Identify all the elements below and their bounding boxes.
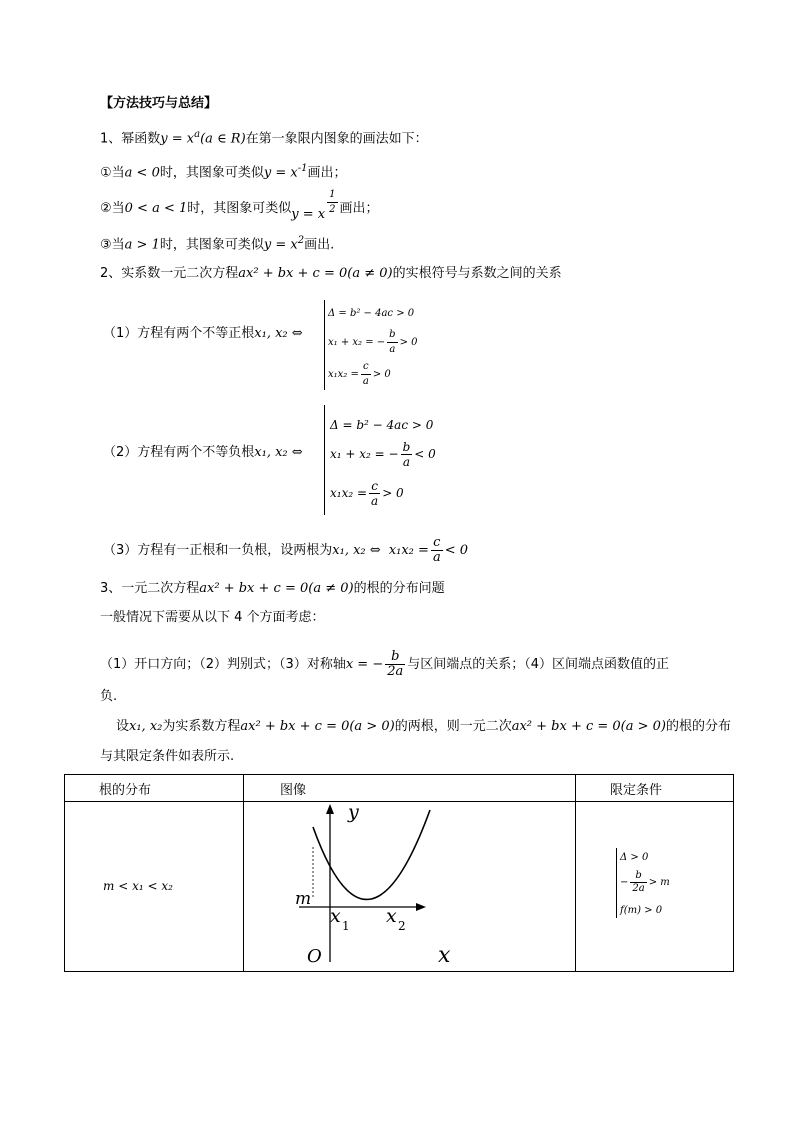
p2-s2-b: < 0 bbox=[414, 447, 436, 461]
p1-s2-num: b bbox=[387, 328, 397, 343]
axis-num: b bbox=[385, 650, 405, 665]
cond2-num: b bbox=[630, 870, 646, 883]
p1-s3-num: c bbox=[361, 360, 371, 375]
p2-s3 bbox=[330, 479, 404, 508]
p2-label: （2）方程有两个不等负根 bbox=[103, 445, 255, 460]
case1-formula: y = x bbox=[263, 165, 298, 181]
case2-exp bbox=[327, 188, 337, 217]
header-distribution: 根的分布 bbox=[65, 775, 244, 802]
item1-intro bbox=[100, 126, 428, 148]
item1-exp: a bbox=[194, 129, 201, 140]
case2-exp-num: 1 bbox=[327, 188, 337, 203]
case3-c: 画出. bbox=[304, 237, 335, 253]
p3-label: （3）方程有一正根和一负根，设两根为 bbox=[103, 543, 333, 558]
item2-title-eq: ax² + bx + c = 0(a ≠ 0) bbox=[238, 266, 393, 281]
p1-s1: Δ = b² − 4ac > 0 bbox=[328, 308, 415, 319]
item3-aspects bbox=[100, 650, 669, 679]
p1-vars: x₁, x₂ ⇔ bbox=[254, 326, 303, 341]
x-label: x bbox=[438, 943, 451, 967]
p1-s3 bbox=[328, 360, 391, 389]
item3-title bbox=[100, 580, 445, 598]
x1-sub-label: 1 bbox=[342, 919, 350, 933]
p3-vars: x₁, x₂ ⇔ bbox=[332, 543, 381, 558]
p3-num: c bbox=[431, 536, 443, 551]
p2-s2-a: x₁ + x₂ = − bbox=[330, 447, 399, 461]
item3-title-b: 的根的分布问题 bbox=[353, 581, 445, 596]
p1-label: （1）方程有两个不等正根 bbox=[103, 326, 255, 341]
p2-s2-num: b bbox=[402, 440, 411, 454]
cond2-a: − bbox=[620, 877, 629, 888]
aspects-a: （1）开口方向；（2）判别式；（3）对称轴 bbox=[100, 657, 346, 672]
p1-s3-b: > 0 bbox=[372, 369, 391, 380]
p2-s3-b: > 0 bbox=[382, 486, 404, 500]
axis-a: x = − bbox=[345, 657, 384, 672]
x2-sub-label: 2 bbox=[398, 919, 406, 933]
cond2-den: 2a bbox=[632, 883, 645, 894]
p1-s2-b: > 0 bbox=[399, 337, 418, 348]
case3-formula: y = x bbox=[263, 237, 298, 253]
case1-b: 时，其图象可类似 bbox=[159, 165, 264, 181]
item3-aspects-c: 负. bbox=[100, 689, 118, 704]
item3-general: 一般情况下需要从以下 4 个方面考虑： bbox=[100, 610, 325, 625]
aspects-b: 与区间端点的关系；（4）区间端点函数值的正 bbox=[407, 657, 670, 672]
para-eq1: ax² + bx + c = 0(a > 0) bbox=[240, 719, 395, 734]
case2-exp-den: 2 bbox=[329, 204, 336, 215]
p1-s2-a: x₁ + x₂ = − bbox=[328, 337, 386, 348]
case1-a: ①当 bbox=[100, 165, 125, 181]
p2-brace bbox=[324, 405, 325, 515]
item2-p1 bbox=[103, 325, 303, 343]
x2-label: x bbox=[386, 905, 397, 927]
item2-p3 bbox=[103, 536, 468, 565]
item1-case1 bbox=[100, 160, 346, 182]
item3-title-eq: ax² + bx + c = 0(a ≠ 0) bbox=[199, 581, 354, 596]
item1-formula: y = x bbox=[160, 131, 195, 147]
p3-a: x₁x₂ = bbox=[388, 543, 429, 558]
axis-den: 2a bbox=[387, 664, 404, 679]
item2-title bbox=[100, 265, 562, 283]
header-conditions: 限定条件 bbox=[576, 775, 734, 802]
p1-s3-den: a bbox=[362, 376, 369, 387]
p2-s3-a: x₁x₂ = bbox=[330, 486, 368, 500]
row1-conditions bbox=[576, 802, 734, 972]
item1-cond: (a ∈ R) bbox=[200, 131, 246, 147]
section-title: 【方法技巧与总结】 bbox=[100, 96, 218, 111]
case2-b: 时，其图象可类似 bbox=[187, 201, 292, 216]
para-b: 为实系数方程 bbox=[162, 719, 241, 734]
item1-intro-b: 在第一象限内图象的画法如下： bbox=[245, 131, 428, 147]
case3-b: 时，其图象可类似 bbox=[159, 237, 264, 253]
item2-title-a: 2、实系数一元二次方程 bbox=[100, 266, 239, 281]
case2-c: 画出； bbox=[339, 201, 379, 216]
x-axis-arrow bbox=[416, 903, 426, 911]
cond3: f(m) > 0 bbox=[620, 905, 663, 916]
conditions-brace bbox=[616, 848, 617, 918]
y-axis-arrow bbox=[326, 804, 334, 814]
item2-p2 bbox=[103, 444, 303, 462]
parabola-graph bbox=[244, 802, 575, 967]
row1-distribution bbox=[65, 802, 244, 972]
para-d: 的根的分布 bbox=[666, 719, 732, 734]
p2-s2-den: a bbox=[402, 455, 410, 469]
item3-para-e: 与其限定条件如表所示. bbox=[100, 749, 235, 764]
x1-label: x bbox=[330, 905, 341, 927]
p1-brace bbox=[324, 300, 325, 390]
cond2-b: > m bbox=[648, 877, 670, 888]
case2-cond: 0 < a < 1 bbox=[124, 201, 188, 216]
p1-s2 bbox=[328, 328, 417, 357]
p2-s1: Δ = b² − 4ac > 0 bbox=[330, 418, 434, 432]
item3-para bbox=[116, 718, 731, 736]
conditions-system bbox=[576, 804, 733, 969]
item1-case2 bbox=[100, 189, 379, 223]
header-graph: 图像 bbox=[244, 775, 576, 802]
item2-title-b: 的实根符号与系数之间的关系 bbox=[392, 266, 562, 281]
p2-s2 bbox=[330, 440, 436, 469]
case2-formula: y = x bbox=[291, 207, 326, 222]
p3-b: < 0 bbox=[444, 543, 468, 558]
para-eq2: ax² + bx + c = 0(a > 0) bbox=[511, 719, 666, 734]
item1-case3 bbox=[100, 232, 334, 254]
p1-s3-a: x₁x₂ = bbox=[328, 369, 359, 380]
p2-vars: x₁, x₂ ⇔ bbox=[254, 445, 303, 460]
case3-cond: a > 1 bbox=[124, 237, 160, 253]
para-c: 的两根，则一元二次 bbox=[394, 719, 512, 734]
case1-cond: a < 0 bbox=[124, 165, 160, 181]
item1-intro-a: 1、幂函数 bbox=[100, 131, 161, 147]
m-label: m bbox=[295, 889, 312, 909]
para-vars: x₁, x₂ bbox=[129, 719, 163, 734]
origin-label: O bbox=[307, 946, 322, 967]
case1-c: 画出； bbox=[307, 165, 347, 181]
case3-exp: 2 bbox=[297, 235, 305, 246]
cond2 bbox=[620, 870, 670, 895]
p3-den: a bbox=[432, 550, 441, 565]
case2-a: ②当 bbox=[100, 201, 125, 216]
para-a: 设 bbox=[116, 719, 130, 734]
table-header-row bbox=[65, 775, 734, 802]
row1-graph bbox=[244, 802, 576, 972]
item3-title-a: 3、一元二次方程 bbox=[100, 581, 200, 596]
p2-s3-den: a bbox=[371, 494, 379, 508]
table-row bbox=[65, 802, 734, 972]
p1-s2-den: a bbox=[389, 344, 396, 355]
root-distribution-table bbox=[64, 774, 734, 972]
case3-a: ③当 bbox=[100, 237, 125, 253]
y-label: y bbox=[348, 802, 359, 823]
cond1: Δ > 0 bbox=[620, 852, 649, 863]
p2-s3-num: c bbox=[369, 479, 380, 494]
row1-distribution-text: m < x₁ < x₂ bbox=[103, 879, 173, 893]
case1-exp: -1 bbox=[297, 163, 308, 174]
